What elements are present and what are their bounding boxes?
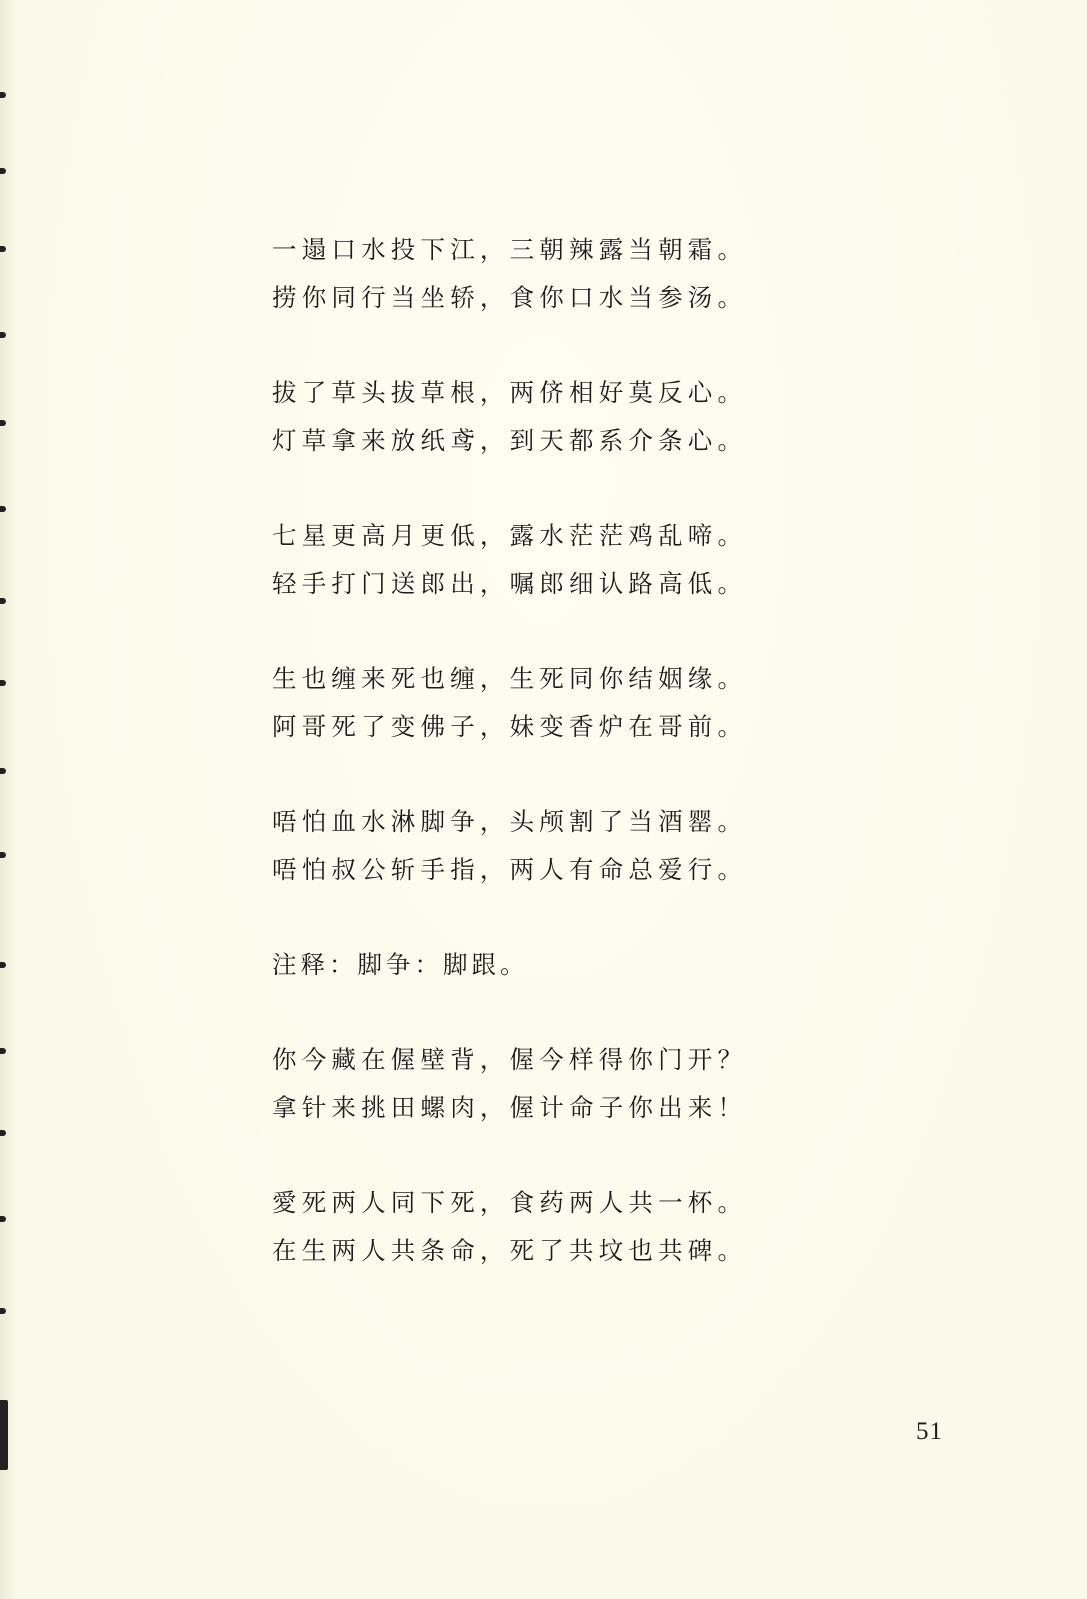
stanza [272, 798, 748, 894]
poem-line: 拔了草头拔草根，两侪相好莫反心。 [272, 378, 748, 407]
page-number: 51 [916, 1418, 943, 1445]
poem-line: 拿针来挑田螺肉，偓计命子你出来！ [272, 1093, 748, 1122]
stanza [272, 369, 748, 465]
poem-line: 七星更高月更低，露水茫茫鸡乱啼。 [272, 521, 748, 550]
stanza [272, 655, 748, 751]
binding-edge [0, 0, 18, 1599]
annotation-note: 注释：脚争：脚跟。 [272, 950, 529, 979]
poem-line: 在生两人共条命，死了共坟也共碑。 [272, 1236, 748, 1265]
poem-line: 阿哥死了变佛子，妹变香炉在哥前。 [272, 712, 748, 741]
poem-line: 唔怕叔公斩手指，两人有命总爱行。 [272, 855, 748, 884]
stanza [272, 512, 748, 608]
stanza [272, 1036, 748, 1132]
poem-line: 灯草拿来放纸鸢，到天都系介条心。 [272, 426, 748, 455]
poem-line: 生也缠来死也缠，生死同你结姻缘。 [272, 664, 748, 693]
poem-line: 唔怕血水淋脚争，头颅割了当酒罂。 [272, 807, 748, 836]
stanza [272, 1179, 748, 1275]
stanza [272, 226, 748, 322]
poem-line: 一遢口水投下江，三朝辣露当朝霜。 [272, 235, 748, 264]
poem-line: 轻手打门送郎出，嘱郎细认路高低。 [272, 569, 748, 598]
poem-line: 捞你同行当坐轿，食你口水当参汤。 [272, 283, 748, 312]
poem-line: 愛死两人同下死，食药两人共一杯。 [272, 1188, 748, 1217]
poem-line: 你今藏在偓壁背，偓今样得你门开？ [272, 1045, 748, 1074]
poem-block [272, 226, 748, 1322]
